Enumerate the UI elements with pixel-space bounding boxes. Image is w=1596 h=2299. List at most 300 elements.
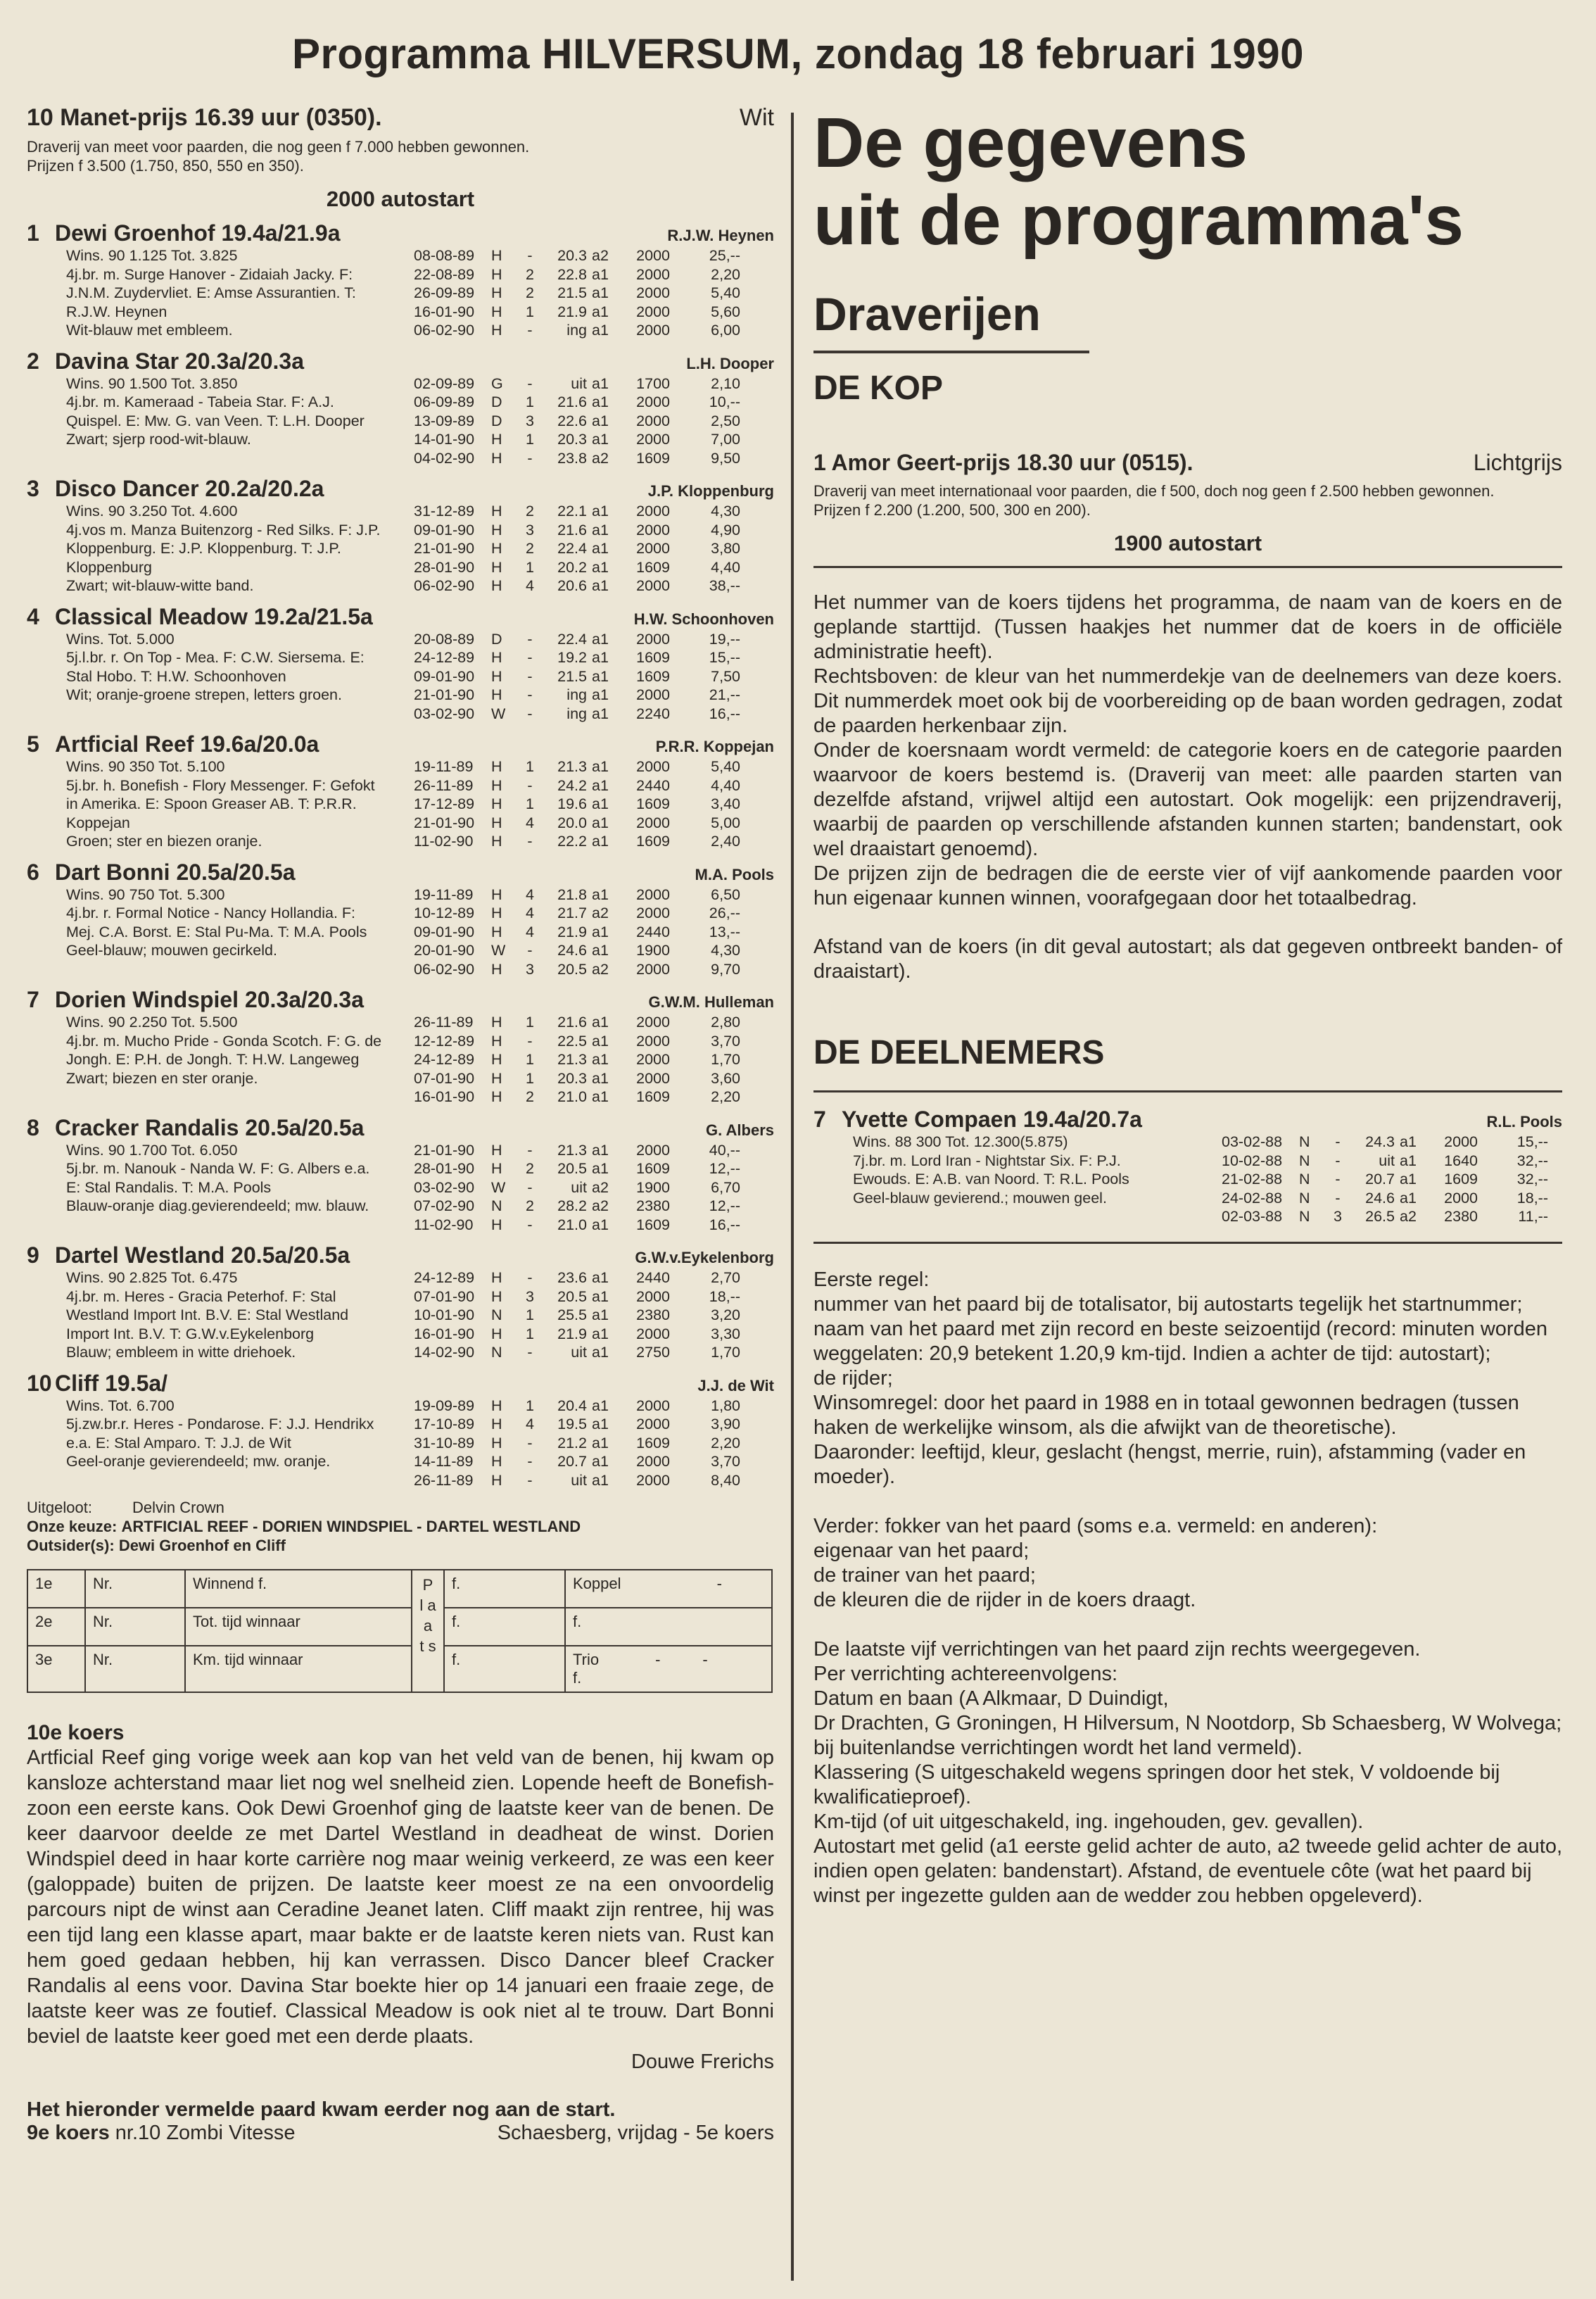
page-header: Programma HILVERSUM, zondag 18 februari 1990	[292, 30, 1304, 77]
horse-info	[27, 1268, 414, 1362]
horse-title	[27, 859, 774, 886]
plaats-label: P l a a t s	[412, 1570, 444, 1692]
performance-cell: 1609	[636, 833, 670, 850]
performance-cell: 3,40	[711, 795, 740, 812]
performance-cell: 20.7	[557, 1453, 587, 1470]
performance-cell: a1	[592, 1051, 609, 1068]
horse-info-line: Wins. Tot. 5.000	[66, 630, 175, 648]
performance-cell: 24.2	[557, 776, 587, 794]
performance-cell: uit	[571, 374, 587, 392]
race-desc-line: Draverij van meet voor paarden, die nog geen f 7.000 hebben gewonnen.	[27, 138, 530, 156]
horse-info-line: Zwart; wit-blauw-witte band.	[66, 577, 254, 594]
performance-row	[414, 1268, 774, 1287]
performance-cell: 1	[526, 795, 534, 812]
performance-cell: a1	[592, 540, 609, 557]
performance-cell: 21.3	[557, 758, 587, 775]
performance-cell: 2000	[636, 503, 670, 519]
performance-cell: 2000	[636, 265, 670, 283]
performance-cell: 3	[526, 521, 534, 538]
performance-cell: a1	[592, 503, 609, 519]
horse-driver: H.W. Schoonhoven	[633, 610, 774, 628]
performance-cell: 7,50	[711, 667, 740, 685]
performance-row	[414, 1197, 774, 1216]
horse-performances	[414, 1268, 774, 1362]
performance-cell: 19.2	[557, 649, 587, 666]
performance-cell: 1700	[636, 374, 670, 392]
horse-info-line: Wins. 90 3.250 Tot. 4.600	[66, 503, 238, 519]
performance-cell: 21.9	[557, 303, 587, 320]
performance-cell: 4	[526, 814, 534, 831]
performance-cell: 28-01-90	[414, 1160, 475, 1177]
performance-cell: 18,--	[709, 1287, 740, 1305]
performance-row	[414, 832, 774, 851]
performance-cell: 20.2	[557, 558, 587, 576]
explanation-line: Per verrichting achtereenvolgens:	[813, 1662, 1118, 1685]
performance-cell: H	[491, 247, 502, 264]
horse-info-line: Geel-blauw; mouwen gecirkeld.	[66, 942, 277, 959]
performance-cell: 3,90	[711, 1416, 740, 1432]
horse-info-line: Jongh. E: P.H. de Jongh. T: H.W. Langeweg	[66, 1051, 360, 1068]
story-author: Douwe Frerichs	[631, 2051, 774, 2073]
performance-cell: H	[491, 1287, 502, 1305]
performance-cell: a1	[592, 630, 609, 648]
horse-info-line: 7j.br. m. Lord Iran - Nightstar Six. F: P.J.	[853, 1152, 1121, 1169]
performance-cell: a1	[592, 1269, 609, 1286]
example-prizes-line: Prijzen f 2.200 (1.200, 500, 300 en 200).	[813, 501, 1091, 519]
performance-cell: 31-10-89	[414, 1434, 475, 1451]
performance-cell: H	[491, 540, 502, 557]
horse-info-line: 5j.zw.br.r. Heres - Pondarose. F: J.J. Hendrikx	[66, 1416, 374, 1432]
performance-cell: 21.5	[557, 284, 587, 301]
performance-cell: 19-09-89	[414, 1397, 475, 1414]
performance-cell: H	[491, 1453, 502, 1470]
horse-performances	[414, 1397, 774, 1490]
performance-row	[414, 795, 774, 814]
performance-cell: 2440	[636, 1269, 670, 1286]
explanation-line: Verder: fokker van het paard (soms e.a. vermeld: en anderen):	[813, 1514, 1378, 1537]
performance-cell: 10-01-90	[414, 1306, 475, 1323]
performance-cell: 21.6	[557, 1014, 587, 1031]
performance-cell: 2440	[636, 923, 670, 940]
horse-name	[27, 476, 324, 502]
performance-cell: H	[491, 503, 502, 519]
horse-info-line: Wins. 88 300 Tot. 12.300(5.875)	[853, 1133, 1068, 1150]
horse-info	[27, 1013, 414, 1107]
horse-info-line: J.N.M. Zuydervliet. E: Amse Assurantien. T:	[66, 284, 356, 301]
performance-cell: D	[491, 412, 502, 429]
horse-name	[813, 1107, 1142, 1133]
performance-cell: 21,--	[709, 686, 740, 703]
performance-cell: 20.5	[557, 1160, 587, 1177]
horse-info	[813, 1133, 1222, 1226]
horse-info-line: Ewouds. E: A.B. van Noord. T: R.L. Pools	[853, 1171, 1129, 1188]
race-meta	[27, 1498, 774, 1555]
performance-cell: a1	[592, 1088, 609, 1105]
example-race-start: 1900 autostart	[1113, 531, 1262, 555]
explanation-line: De laatste vijf verrichtingen van het paard zijn rechts weergegeven.	[813, 1637, 1421, 1661]
horse-info-line: Wit-blauw met embleem.	[66, 322, 233, 339]
performance-cell: -	[527, 833, 533, 850]
performance-cell: 24.3	[1365, 1133, 1395, 1150]
performance-row	[414, 923, 774, 942]
horse-name	[27, 987, 364, 1013]
performance-cell: 09-01-90	[414, 667, 475, 685]
performance-cell: 3,80	[711, 540, 740, 557]
horse-number: 8	[27, 1114, 39, 1140]
horse-performances	[1222, 1133, 1562, 1226]
performance-cell: 5,60	[711, 303, 740, 320]
performance-cell: H	[491, 960, 502, 978]
performance-cell: 4,40	[711, 558, 740, 576]
horse-driver: G.W.v.Eykelenborg	[635, 1249, 774, 1266]
performance-cell: -	[1335, 1133, 1341, 1150]
horse-entry	[27, 220, 774, 340]
performance-cell: -	[527, 322, 533, 339]
performance-cell: 1	[526, 1397, 534, 1414]
horse-title	[813, 1107, 1562, 1133]
performance-row	[414, 705, 774, 724]
horse-info	[27, 246, 414, 340]
performance-row	[414, 284, 774, 303]
performance-cell: a1	[592, 412, 609, 429]
performance-row	[414, 886, 774, 905]
horse-body	[813, 1133, 1562, 1226]
performance-cell: ing	[566, 686, 587, 703]
performance-cell: -	[527, 667, 533, 685]
performance-cell: 11-02-90	[414, 833, 474, 850]
horse-name	[27, 731, 319, 757]
explanation-line: de rijder;	[813, 1366, 893, 1390]
right-column	[813, 104, 1562, 1908]
performance-cell: H	[491, 905, 502, 921]
performance-cell: H	[491, 1069, 502, 1087]
performance-cell: 22.1	[557, 503, 587, 519]
performance-cell: 08-08-89	[414, 247, 475, 264]
performance-cell: 3,70	[711, 1032, 740, 1050]
horse-title	[27, 604, 774, 630]
horse-number: 1	[27, 220, 39, 246]
performance-cell: a1	[592, 776, 609, 794]
result-cell: Winnend f.	[185, 1570, 412, 1608]
result-cell: f.	[444, 1646, 565, 1692]
horse-info-line: Import Int. B.V. T: G.W.v.Eykelenborg	[66, 1325, 315, 1342]
performance-cell: a1	[592, 1141, 609, 1159]
performance-cell: 22-08-89	[414, 265, 475, 283]
performance-cell: H	[491, 1032, 502, 1050]
horse-driver: G. Albers	[706, 1121, 774, 1139]
performance-cell: 1640	[1444, 1152, 1478, 1169]
performance-cell: H	[491, 449, 502, 467]
horse-name-text: Dart Bonni 20.5a/20.5a	[55, 859, 296, 885]
performance-cell: 20.5	[557, 960, 587, 978]
performance-cell: 2000	[636, 521, 670, 538]
horse-info-line: Wins. 90 350 Tot. 5.100	[66, 758, 225, 775]
performance-row	[414, 265, 774, 284]
horse-name	[27, 859, 295, 886]
performance-row	[414, 246, 774, 265]
performance-cell: -	[527, 247, 533, 264]
performance-cell: -	[527, 1141, 533, 1159]
result-cell: 1e	[27, 1570, 85, 1608]
performance-cell: W	[491, 942, 506, 959]
horse-entry	[27, 1242, 774, 1362]
performance-cell: 2000	[636, 1032, 670, 1050]
performance-cell: H	[491, 667, 502, 685]
performance-cell: 4,30	[711, 942, 740, 959]
horse-info-line: 5j.br. h. Bonefish - Flory Messenger. F: Gefokt	[66, 776, 375, 794]
performance-cell: 10,--	[709, 393, 740, 410]
horse-name	[27, 1242, 350, 1268]
performance-cell: 26,--	[709, 905, 740, 921]
performance-cell: 2000	[636, 1325, 670, 1342]
performance-cell: H	[491, 1051, 502, 1068]
performance-cell: 11,--	[1518, 1208, 1548, 1225]
performance-cell: 2000	[636, 393, 670, 410]
horse-title	[27, 476, 774, 502]
performance-cell: a2	[592, 905, 609, 921]
performance-cell: 4	[526, 905, 534, 921]
horse-body	[27, 1013, 774, 1107]
horse-info-line: Geel-blauw gevierend.; mouwen geel.	[853, 1189, 1107, 1207]
race-prizes-line: Prijzen f 3.500 (1.750, 850, 550 en 350).	[27, 157, 304, 175]
horse-info-line: Wins. 90 750 Tot. 5.300	[66, 886, 225, 903]
kop-heading: DE KOP	[813, 370, 944, 407]
performance-cell: a1	[1400, 1133, 1417, 1150]
performance-cell: 2,20	[711, 1088, 740, 1105]
horse-body	[27, 757, 774, 851]
performance-cell: 3,20	[711, 1306, 740, 1323]
performance-cell: 2000	[636, 758, 670, 775]
performance-cell: 2000	[636, 886, 670, 903]
horse-info-line: Wins. 90 1.125 Tot. 3.825	[66, 247, 238, 264]
performance-cell: -	[527, 1269, 533, 1286]
performance-cell: 13,--	[709, 923, 740, 940]
horse-number: 4	[27, 603, 39, 629]
performance-row	[414, 1141, 774, 1160]
performance-cell: 2,20	[711, 1434, 740, 1451]
performance-cell: 07-02-90	[414, 1197, 475, 1214]
section-title: Draverijen	[813, 288, 1041, 340]
performance-row	[414, 1287, 774, 1306]
performance-cell: -	[527, 1471, 533, 1489]
horse-info-line: Geel-oranje gevierendeeld; mw. oranje.	[66, 1453, 331, 1470]
performance-row	[414, 1088, 774, 1107]
horse-info-line: Wit; oranje-groene strepen, letters groen.	[66, 686, 342, 703]
performance-cell: 2000	[636, 686, 670, 703]
performance-cell: 2000	[636, 540, 670, 557]
performance-cell: -	[527, 686, 533, 703]
performance-cell: a1	[1400, 1171, 1417, 1188]
performance-cell: 21.5	[557, 667, 587, 685]
performance-cell: 5,00	[711, 814, 740, 831]
performance-cell: 7,00	[711, 431, 740, 448]
uitgeloot-label: Uitgeloot:	[27, 1499, 92, 1516]
performance-cell: 8,40	[711, 1471, 740, 1489]
explanation-line: Daaronder: leeftijd, kleur, geslacht (hengst, merrie, ruin), afstamming (vader en moeder).	[813, 1440, 1526, 1488]
horse-info-line: E: Stal Randalis. T: M.A. Pools	[66, 1178, 272, 1196]
horse-info-line: Wins. 90 1.500 Tot. 3.850	[66, 374, 238, 392]
horse-name-text: Cracker Randalis 20.5a/20.5a	[55, 1114, 365, 1140]
performance-cell: 19.6	[557, 795, 587, 812]
performance-cell: 4,90	[711, 521, 740, 538]
explanation-line	[813, 1613, 1562, 1637]
performance-cell: 24-12-89	[414, 649, 475, 666]
performance-row	[414, 539, 774, 558]
horse-name-text: Disco Dancer 20.2a/20.2a	[55, 476, 324, 501]
performance-cell: a1	[592, 393, 609, 410]
performance-cell: a1	[592, 1416, 609, 1432]
explanation-line: naam van het paard met zijn record en beste seizoentijd (record: minuten worden weggelaten: 20,9 betekent 1.20,9 km-tijd. Indien a achter de tijd: autostart);	[813, 1317, 1547, 1365]
performance-cell: 23.8	[557, 449, 587, 467]
performance-cell: 26-09-89	[414, 284, 475, 301]
horse-info	[27, 630, 414, 724]
example-desc-line: Draverij van meet internationaal voor paarden, die f 500, doch nog geen f 2.500 hebben gewonnen.	[813, 482, 1495, 500]
performance-cell: -	[527, 1344, 533, 1361]
performance-cell: 19-11-89	[414, 886, 474, 903]
performance-row	[1222, 1133, 1562, 1152]
performance-cell: 3,60	[711, 1069, 740, 1087]
horse-title	[27, 220, 774, 246]
kop-paragraph: De prijzen zijn de bedragen die de eerste vier of vijf aankomende paarden voor hun eigenaar kunnen winnen, voorafgegaan door het totaalbedrag.	[813, 862, 1562, 909]
performance-cell: -	[527, 776, 533, 794]
performance-cell: 13-09-89	[414, 412, 475, 429]
performance-cell: 4	[526, 1416, 534, 1432]
performance-cell: a1	[592, 577, 609, 594]
performance-cell: 9,70	[711, 960, 740, 978]
performance-cell: 1,80	[711, 1397, 740, 1414]
performance-cell: 1609	[636, 795, 670, 812]
performance-row	[414, 1434, 774, 1453]
performance-row	[414, 430, 774, 449]
explanation-line: Winsomregel: door het paard in 1988 en in totaal gewonnen bedragen (tussen haken de werkelijke winsom, als die afwijkt van de theoretische).	[813, 1391, 1519, 1439]
horse-info-line: 4j.br. m. Heres - Gracia Peterhof. F: Stal	[66, 1287, 336, 1305]
article-title	[813, 104, 1562, 259]
performance-cell: H	[491, 1014, 502, 1031]
horse-performances	[414, 246, 774, 340]
performance-cell: 2000	[636, 1069, 670, 1087]
performance-row	[414, 757, 774, 776]
performance-cell: 1,70	[711, 1051, 740, 1068]
performance-cell: 2240	[636, 705, 670, 722]
performance-cell: 2380	[636, 1197, 670, 1214]
performance-cell: 40,--	[709, 1141, 740, 1159]
performance-cell: 22.2	[557, 833, 587, 850]
example-horse-rule	[813, 1242, 1562, 1244]
performance-cell: 16-01-90	[414, 1325, 475, 1342]
performance-cell: -	[527, 1216, 533, 1233]
horse-entry	[27, 1115, 774, 1235]
performance-row	[414, 776, 774, 795]
performance-cell: 21.0	[557, 1216, 587, 1233]
result-cell: Koppel -	[565, 1570, 772, 1608]
performance-cell: N	[1299, 1152, 1310, 1169]
explanation-line	[813, 1489, 1562, 1514]
horse-number: 9	[27, 1242, 39, 1268]
performance-cell: 1609	[636, 667, 670, 685]
performance-cell: a1	[592, 1160, 609, 1177]
performance-cell: H	[491, 1397, 502, 1414]
result-cell: Nr.	[85, 1570, 185, 1608]
performance-cell: -	[527, 649, 533, 666]
performance-cell: 31-12-89	[414, 503, 475, 519]
performance-cell: 28.2	[557, 1197, 587, 1214]
performance-cell: 20.4	[557, 1397, 587, 1414]
performance-row	[414, 1069, 774, 1088]
performance-cell: 2000	[636, 247, 670, 264]
performance-cell: 16-01-90	[414, 303, 475, 320]
horse-title	[27, 348, 774, 374]
performance-row	[414, 412, 774, 431]
horse-driver: L.H. Dooper	[686, 354, 774, 372]
performance-cell: a1	[1400, 1189, 1417, 1207]
performance-cell: 2,50	[711, 412, 740, 429]
performance-row	[414, 1050, 774, 1069]
left-column	[27, 104, 774, 2145]
example-horse	[813, 1107, 1562, 1226]
performance-cell: 20.0	[557, 814, 587, 831]
performance-cell: 22.4	[557, 630, 587, 648]
performance-cell: 2000	[636, 814, 670, 831]
explanation-line: de trainer van het paard;	[813, 1563, 1036, 1587]
performance-row	[414, 960, 774, 979]
performance-cell: 2,80	[711, 1014, 740, 1031]
earlier-start-line	[27, 2122, 774, 2145]
race-color: Wit	[739, 104, 774, 131]
performance-row	[414, 502, 774, 521]
performance-cell: 1609	[1444, 1171, 1478, 1188]
horse-driver: G.W.M. Hulleman	[648, 993, 774, 1011]
horse-info-line: Wins. Tot. 6.700	[66, 1397, 175, 1414]
performance-cell: 2,10	[711, 374, 740, 392]
performance-cell: a1	[592, 1306, 609, 1323]
performance-cell: 1	[526, 1306, 534, 1323]
performance-cell: 4,30	[711, 503, 740, 519]
uitgeloot-value: Delvin Crown	[132, 1499, 224, 1516]
performance-cell: H	[491, 322, 502, 339]
performance-cell: H	[491, 577, 502, 594]
race-title: 10 Manet-prijs 16.39 uur (0350).	[27, 104, 382, 131]
horse-number: 6	[27, 859, 39, 885]
performance-cell: 2000	[636, 1051, 670, 1068]
performance-row	[414, 648, 774, 667]
horse-title	[27, 987, 774, 1013]
performance-cell: a2	[592, 247, 609, 264]
performance-cell: 3	[526, 1287, 534, 1305]
performance-cell: 2	[526, 540, 534, 557]
performance-cell: 32,--	[1516, 1152, 1548, 1169]
performance-cell: 22.6	[557, 412, 587, 429]
race-start: 2000 autostart	[326, 187, 475, 211]
performance-cell: 24-12-89	[414, 1269, 475, 1286]
performance-cell: 2000	[636, 1287, 670, 1305]
article-title-line: uit de programma's	[813, 181, 1464, 260]
performance-cell: 2000	[636, 284, 670, 301]
example-rule	[813, 566, 1562, 568]
performance-cell: a1	[592, 1287, 609, 1305]
performance-cell: a1	[592, 1032, 609, 1050]
horse-body	[27, 1397, 774, 1490]
performance-cell: a1	[592, 265, 609, 283]
performance-cell: H	[491, 649, 502, 666]
horse-name-text: Dewi Groenhof 19.4a/21.9a	[55, 220, 341, 246]
performance-cell: 21-02-88	[1222, 1171, 1283, 1188]
performance-cell: 2,70	[711, 1269, 740, 1286]
performance-cell: 2000	[636, 577, 670, 594]
performance-cell: H	[491, 758, 502, 775]
performance-cell: 16,--	[709, 705, 740, 722]
horse-info-line: 4j.br. m. Mucho Pride - Gonda Scotch. F: G. de	[66, 1032, 382, 1050]
horse-info-line: Stal Hobo. T: H.W. Schoonhoven	[66, 667, 286, 685]
